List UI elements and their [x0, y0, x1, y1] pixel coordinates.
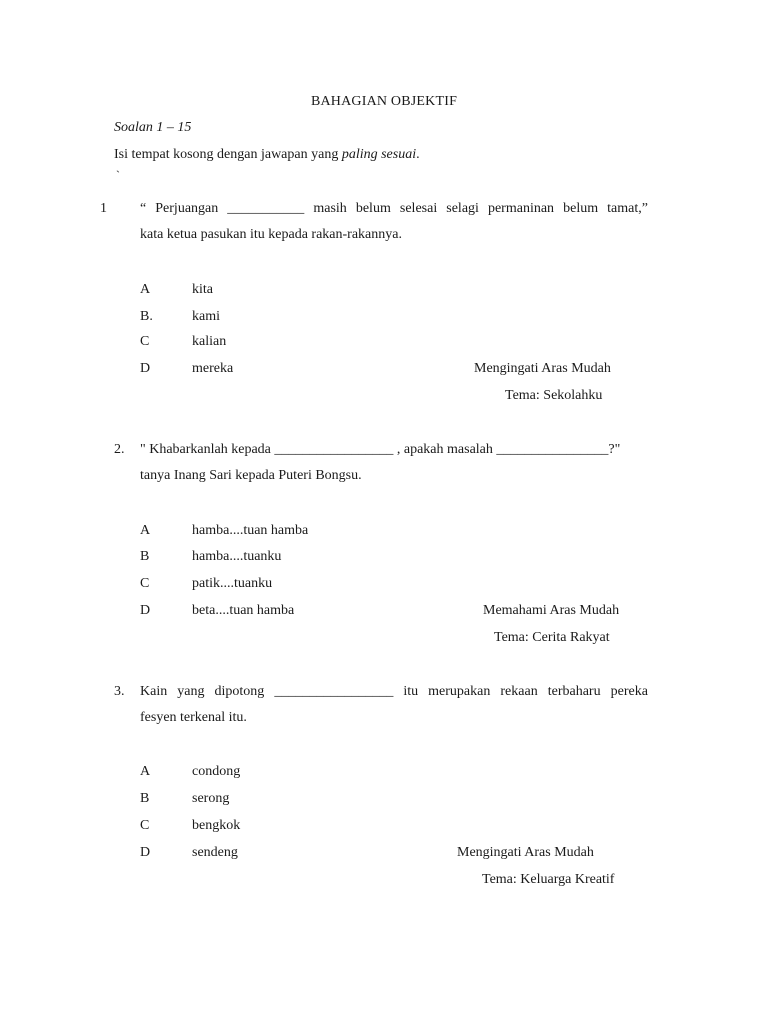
word: masih [313, 201, 347, 216]
option-text: serong [192, 791, 230, 806]
instruction-emphasis: paling sesuai [341, 147, 417, 162]
option-letter: B [140, 791, 150, 806]
question-line-1 [140, 201, 648, 217]
question-number: 2. [114, 442, 125, 457]
option-text: patik....tuanku [192, 576, 273, 591]
option-text: kita [192, 282, 213, 297]
option-text: beta....tuan hamba [192, 603, 295, 618]
word: permaninan [487, 201, 555, 216]
option-text: kalian [192, 334, 227, 349]
blank: ___________ [227, 201, 305, 216]
option-text: hamba....tuan hamba [192, 523, 309, 538]
option-letter: A [140, 764, 151, 779]
option-letter: D [140, 603, 151, 618]
option-text: mereka [192, 361, 234, 376]
option-letter: D [140, 845, 151, 860]
word: yang [177, 684, 205, 699]
word: rekaan [500, 684, 538, 699]
option-letter: D [140, 361, 151, 376]
page-title: BAHAGIAN OBJEKTIF [310, 94, 458, 109]
word: tamat,” [607, 201, 648, 216]
question-range: Soalan 1 – 15 [114, 120, 192, 135]
option-letter: B [140, 549, 150, 564]
cognitive-level: Memahami Aras Mudah [483, 603, 620, 618]
word: itu [403, 684, 419, 699]
option-letter: C [140, 576, 150, 591]
option-letter: C [140, 818, 150, 833]
question-sentence: " Khabarkanlah kepada _________________ , apakah masalah ________________?" [140, 442, 621, 457]
instruction-end: . [416, 147, 420, 162]
question-line-2: tanya Inang Sari kepada Puteri Bongsu. [140, 468, 362, 483]
question-text [140, 684, 648, 726]
stray-mark: ` [116, 168, 120, 182]
instruction [114, 147, 420, 163]
word: belum [355, 201, 391, 216]
word: merupakan [428, 684, 491, 699]
theme-label: Tema: Cerita Rakyat [494, 630, 610, 645]
word: selagi [446, 201, 479, 216]
option-letter: C [140, 334, 150, 349]
theme-label: Tema: Sekolahku [505, 388, 603, 403]
option-letter: A [140, 523, 151, 538]
question-line-2: fesyen terkenal itu. [140, 710, 247, 725]
instruction-text: Isi tempat kosong dengan jawapan yang [114, 147, 342, 162]
option-text: bengkok [192, 818, 241, 833]
word: selesai [399, 201, 438, 216]
option-text: hamba....tuanku [192, 549, 282, 564]
cognitive-level: Mengingati Aras Mudah [457, 845, 594, 860]
question-number: 1 [100, 201, 107, 216]
question-line-2: kata ketua pasukan itu kepada rakan-rakannya. [140, 227, 402, 242]
word: terbaharu [547, 684, 601, 699]
word: belum [563, 201, 599, 216]
option-text: kami [192, 309, 220, 324]
option-letter: B. [140, 309, 153, 324]
question-number: 3. [114, 684, 125, 699]
blank: _________________ [274, 684, 394, 699]
question-line-1 [140, 442, 648, 458]
cognitive-level: Mengingati Aras Mudah [474, 361, 611, 376]
option-letter: A [140, 282, 151, 297]
option-text: sendeng [192, 845, 238, 860]
word: Perjuangan [155, 201, 219, 216]
question-line-1 [140, 684, 648, 700]
word: dipotong [214, 684, 265, 699]
question-text [140, 201, 648, 243]
option-text: condong [192, 764, 241, 779]
word: “ [140, 201, 147, 216]
question-text [140, 442, 648, 484]
word: pereka [610, 684, 648, 699]
theme-label: Tema: Keluarga Kreatif [482, 872, 615, 887]
word: Kain [140, 684, 168, 699]
